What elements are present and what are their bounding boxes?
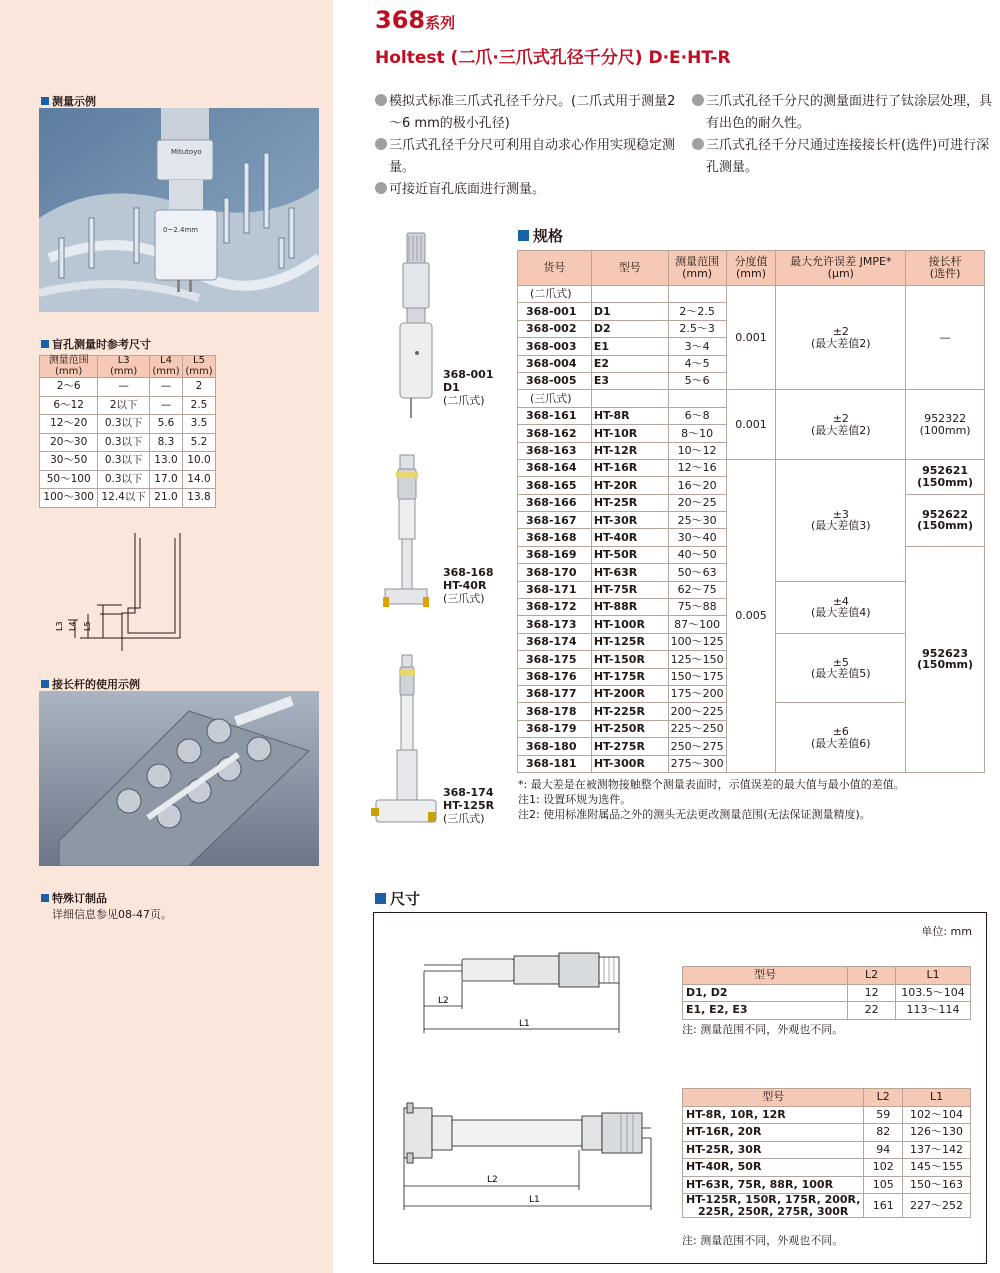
spec-note: 注2: 使用标准附属品之外的测头无法更改测量范围(无法保证测量精度)。 [518, 808, 871, 821]
table-cell: 368-176 [518, 668, 592, 685]
page-subtitle: Holtest (二爪·三爪式孔径千分尺) D·E·HT-R [375, 48, 731, 68]
table-row [683, 1194, 971, 1218]
bullet-dot-icon [375, 182, 387, 194]
table-cell: 13.0 [149, 452, 182, 471]
blind-col-header: L4 (mm) [149, 356, 182, 378]
table-cell: HT-63R [591, 564, 668, 581]
table-cell: 368-161 [518, 407, 592, 424]
bullet-square-icon [518, 230, 529, 241]
table-cell: HT-250R [591, 720, 668, 737]
l2-label-2: L2 [487, 1175, 498, 1185]
spec-col-header: 最大允许误差 JMPE* (μm) [776, 251, 906, 286]
table-cell: ±4 (最大差值4) [776, 581, 906, 633]
table-cell: 368-166 [518, 494, 592, 511]
table-cell: ±2 (最大差值2) [776, 286, 906, 390]
table-cell: 368-162 [518, 425, 592, 442]
table-cell: 0.3以下 [98, 433, 150, 452]
bullet-square-icon [41, 97, 49, 105]
table-cell: E3 [591, 372, 668, 389]
blind-col-header: 测量范围 (mm) [40, 356, 98, 378]
spec-col-header: 分度值 (mm) [726, 251, 776, 286]
product-image-368-001 [395, 228, 440, 423]
table-cell: D2 [591, 320, 668, 337]
table-cell: HT-16R, 20R [683, 1124, 864, 1142]
table-cell: 8～10 [668, 425, 726, 442]
feature-bullet: 三爪式孔径千分尺通过连接接长杆(选件)可进行深孔测量。 [692, 135, 992, 179]
product-label-368-168: 368-168 HT-40R (三爪式) [443, 566, 494, 605]
table-cell: 161 [864, 1194, 903, 1218]
table-cell: 10～12 [668, 442, 726, 459]
table-cell: 368-179 [518, 720, 592, 737]
feature-bullet: 可接近盲孔底面进行测量。 [375, 179, 680, 201]
table-cell: 3.5 [182, 415, 215, 434]
table-row [40, 433, 216, 452]
table-cell: — [149, 378, 182, 397]
bullet-square-icon [41, 680, 49, 688]
table-cell: ±6 (最大差值6) [776, 703, 906, 773]
table-cell: 2～6 [40, 378, 98, 397]
table-cell: D1, D2 [683, 984, 848, 1002]
l1-label-2: L1 [529, 1195, 540, 1205]
table-cell: HT-30R [591, 512, 668, 529]
spec-heading: 规格 [518, 225, 563, 246]
table-cell: 87～100 [668, 616, 726, 633]
table-cell: 0.001 [726, 390, 776, 460]
table-cell: 137～142 [903, 1141, 971, 1159]
table-cell: 368-005 [518, 372, 592, 389]
table-cell: HT-20R [591, 477, 668, 494]
measurement-example-heading: 测量示例 [41, 93, 96, 109]
table-cell: HT-88R [591, 599, 668, 616]
page-title [375, 6, 455, 34]
table-cell: HT-25R, 30R [683, 1141, 864, 1159]
bullet-square-icon [375, 893, 386, 904]
blind-hole-heading: 盲孔测量时参考尺寸 [41, 336, 151, 352]
table-cell: 368-165 [518, 477, 592, 494]
table-row [40, 378, 216, 397]
extension-example-heading: 接长杆的使用示例 [41, 676, 140, 692]
table-cell: 952623 (150mm) [906, 546, 985, 772]
table-cell: 50～63 [668, 564, 726, 581]
blind-col-header: L5 (mm) [182, 356, 215, 378]
table-cell: 50～100 [40, 470, 98, 489]
table-cell: 0.3以下 [98, 470, 150, 489]
table-cell: 368-004 [518, 355, 592, 372]
bullet-dot-icon [692, 94, 704, 106]
table-cell: HT-10R [591, 425, 668, 442]
table-row [683, 1141, 971, 1159]
feature-bullet: 三爪式孔径千分尺的测量面进行了钛涂层处理，具有出色的耐久性。 [692, 91, 992, 135]
product-label-368-174: 368-174 HT-125R (三爪式) [443, 786, 495, 825]
table-cell: 59 [864, 1106, 903, 1124]
extension-example-photo [39, 691, 319, 866]
table-cell: 368-177 [518, 685, 592, 702]
table-cell: 225～250 [668, 720, 726, 737]
l4-label: L4 [68, 621, 77, 631]
table-cell: 250～275 [668, 738, 726, 755]
spec-note: 注1: 设置环规为选件。 [518, 793, 632, 806]
table-cell: 2.5 [182, 396, 215, 415]
table-cell: 82 [864, 1124, 903, 1142]
table-cell: 0.3以下 [98, 452, 150, 471]
table-cell: 12 [848, 984, 896, 1002]
group-row [518, 286, 985, 303]
table-cell: E1, E2, E3 [683, 1002, 848, 1020]
table-cell: 2以下 [98, 396, 150, 415]
table-cell: HT-8R, 10R, 12R [683, 1106, 864, 1124]
spec-header-row [518, 251, 985, 286]
table-row [518, 459, 985, 476]
table-cell: 145～155 [903, 1159, 971, 1177]
group-row [518, 390, 985, 407]
table-cell: 368-001 [518, 303, 592, 320]
table-cell: 150～163 [903, 1176, 971, 1194]
table-cell: HT-25R [591, 494, 668, 511]
blind-hole-diagram [40, 533, 220, 653]
table-cell: 12.4以下 [98, 489, 150, 508]
spec-col-header: 接长杆 (选件) [906, 251, 985, 286]
spec-table [517, 250, 985, 773]
table-cell: 21.0 [149, 489, 182, 508]
table-cell: 368-163 [518, 442, 592, 459]
table-cell: 16～20 [668, 477, 726, 494]
table-cell: 368-173 [518, 616, 592, 633]
table-cell: 30～50 [40, 452, 98, 471]
table-cell: — [906, 286, 985, 390]
series-suffix: 系列 [425, 14, 456, 32]
table-cell: 368-180 [518, 738, 592, 755]
table-cell: 100～125 [668, 633, 726, 650]
table-cell: HT-225R [591, 703, 668, 720]
table-cell: ±3 (最大差值3) [776, 459, 906, 581]
dimension-drawing-d-e [414, 951, 639, 1036]
table-cell: 17.0 [149, 470, 182, 489]
bullet-square-icon [41, 894, 49, 902]
table-cell: HT-200R [591, 685, 668, 702]
table-cell: 14.0 [182, 470, 215, 489]
special-order-text: 详细信息参见08-47页。 [52, 908, 172, 921]
table-cell: 5～6 [668, 372, 726, 389]
blind-col-header: L3 (mm) [98, 356, 150, 378]
table-cell: ±5 (最大差值5) [776, 633, 906, 703]
table-cell: HT-50R [591, 546, 668, 563]
table-row [683, 1002, 971, 1020]
product-image-368-174 [368, 652, 440, 837]
table-cell: 126～130 [903, 1124, 971, 1142]
table-cell: 125～150 [668, 651, 726, 668]
spec-col-header: 测量范围 (mm) [668, 251, 726, 286]
table-row [40, 470, 216, 489]
dim-table-2-header [683, 1089, 971, 1107]
table-cell: 0.001 [726, 286, 776, 390]
unit-label: 单位: mm [921, 925, 972, 938]
blind-hole-table [39, 355, 216, 508]
dimension-table-d-e [682, 966, 971, 1020]
dim-col-header: L2 [864, 1089, 903, 1107]
dim-note-2: 注: 测量范围不同，外观也不同。 [682, 1234, 844, 1247]
table-cell: 2.5～3 [668, 320, 726, 337]
dim-note-1: 注: 测量范围不同，外观也不同。 [682, 1023, 844, 1036]
table-cell [591, 390, 668, 407]
table-cell: HT-40R, 50R [683, 1159, 864, 1177]
table-cell: 25～30 [668, 512, 726, 529]
table-row [683, 1176, 971, 1194]
table-cell: 368-181 [518, 755, 592, 772]
table-row [40, 489, 216, 508]
feature-bullet: 模拟式标准三爪式孔径千分尺。(二爪式用于测量2～6 mm的极小孔径) [375, 91, 680, 135]
table-row [683, 1106, 971, 1124]
table-cell: E1 [591, 338, 668, 355]
spec-notes [518, 777, 905, 822]
table-cell: 12～16 [668, 459, 726, 476]
table-cell [668, 286, 726, 303]
table-cell: HT-40R [591, 529, 668, 546]
table-cell: 5.2 [182, 433, 215, 452]
table-cell: 368-164 [518, 459, 592, 476]
bullet-dot-icon [692, 138, 704, 150]
dimension-table-ht [682, 1088, 971, 1218]
spec-col-header: 型号 [591, 251, 668, 286]
table-cell: 22 [848, 1002, 896, 1020]
bullet-square-icon [41, 340, 49, 348]
feature-bullets-right [692, 91, 992, 179]
table-cell [668, 390, 726, 407]
table-cell: 150～175 [668, 668, 726, 685]
table-cell: HT-12R [591, 442, 668, 459]
table-cell: 20～25 [668, 494, 726, 511]
table-cell: 368-167 [518, 512, 592, 529]
table-cell: 5.6 [149, 415, 182, 434]
table-cell: 102～104 [903, 1106, 971, 1124]
table-cell: 3～4 [668, 338, 726, 355]
table-cell: HT-300R [591, 755, 668, 772]
dimensions-heading: 尺寸 [375, 888, 420, 909]
table-row [40, 415, 216, 434]
measurement-example-photo [39, 108, 319, 312]
special-order-heading: 特殊订制品 [41, 890, 107, 906]
table-cell: HT-175R [591, 668, 668, 685]
table-row [40, 396, 216, 415]
l1-label-1: L1 [519, 1019, 530, 1029]
table-cell: 40～50 [668, 546, 726, 563]
table-cell: 368-171 [518, 581, 592, 598]
table-row [683, 1159, 971, 1177]
dim-col-header: 型号 [683, 1089, 864, 1107]
table-cell: 368-169 [518, 546, 592, 563]
table-row [683, 1124, 971, 1142]
table-cell: 10.0 [182, 452, 215, 471]
table-cell: 2～2.5 [668, 303, 726, 320]
table-cell: HT-150R [591, 651, 668, 668]
table-cell: 200～225 [668, 703, 726, 720]
table-cell: 0.005 [726, 459, 776, 772]
table-cell: 102 [864, 1159, 903, 1177]
l2-label-1: L2 [438, 996, 449, 1006]
table-row [40, 452, 216, 471]
l5-label: L5 [83, 621, 92, 631]
table-cell [591, 286, 668, 303]
blind-table-header-row [40, 356, 216, 378]
table-cell: 952621 (150mm) [906, 459, 985, 494]
dim-table-1-header [683, 967, 971, 985]
table-cell: HT-8R [591, 407, 668, 424]
table-cell: 368-175 [518, 651, 592, 668]
spec-col-header: 货号 [518, 251, 592, 286]
table-cell: 2 [182, 378, 215, 397]
table-cell: HT-275R [591, 738, 668, 755]
product-label-368-001: 368-001 D1 (二爪式) [443, 368, 494, 407]
table-cell: 12～20 [40, 415, 98, 434]
table-cell: 227～252 [903, 1194, 971, 1218]
table-cell: 62～75 [668, 581, 726, 598]
table-cell: 94 [864, 1141, 903, 1159]
table-cell: 6～12 [40, 396, 98, 415]
table-cell: HT-63R, 75R, 88R, 100R [683, 1176, 864, 1194]
table-cell: 275～300 [668, 755, 726, 772]
table-cell: 368-170 [518, 564, 592, 581]
table-cell: ±2 (最大差值2) [776, 390, 906, 460]
table-cell: HT-100R [591, 616, 668, 633]
table-cell: HT-125R [591, 633, 668, 650]
table-cell: 30～40 [668, 529, 726, 546]
series-number: 368 [375, 6, 426, 34]
table-cell: 8.3 [149, 433, 182, 452]
table-cell: 113～114 [896, 1002, 971, 1020]
table-cell: 952322 (100mm) [906, 390, 985, 460]
table-cell: (二爪式) [518, 286, 592, 303]
dim-col-header: L1 [896, 967, 971, 985]
table-cell: 4～5 [668, 355, 726, 372]
table-cell: HT-16R [591, 459, 668, 476]
table-cell: — [149, 396, 182, 415]
dimensions-box [373, 912, 987, 1264]
product-image-368-168 [380, 452, 432, 612]
table-cell: 368-172 [518, 599, 592, 616]
table-cell: HT-125R, 150R, 175R, 200R, 225R, 250R, 275R, 300R [683, 1194, 864, 1218]
l3-label: L3 [55, 621, 64, 631]
photo-range-text: 0~2.4mm [163, 226, 199, 234]
dim-col-header: L2 [848, 967, 896, 985]
table-row [683, 984, 971, 1002]
table-cell: 368-174 [518, 633, 592, 650]
table-cell: 368-178 [518, 703, 592, 720]
table-cell: 13.8 [182, 489, 215, 508]
table-cell: 100～300 [40, 489, 98, 508]
feature-bullets-left [375, 91, 680, 201]
table-cell: 368-168 [518, 529, 592, 546]
table-cell: (三爪式) [518, 390, 592, 407]
bullet-dot-icon [375, 138, 387, 150]
table-cell: 0.3以下 [98, 415, 150, 434]
table-cell: D1 [591, 303, 668, 320]
table-cell: 952622 (150mm) [906, 494, 985, 546]
table-cell: — [98, 378, 150, 397]
feature-bullet: 三爪式孔径千分尺可利用自动求心作用实现稳定测量。 [375, 135, 680, 179]
bullet-dot-icon [375, 94, 387, 106]
table-cell: 368-003 [518, 338, 592, 355]
table-cell: HT-75R [591, 581, 668, 598]
table-cell: 175～200 [668, 685, 726, 702]
table-cell: 20～30 [40, 433, 98, 452]
brand-text: Mitutoyo [171, 148, 202, 156]
table-cell: E2 [591, 355, 668, 372]
table-cell: 105 [864, 1176, 903, 1194]
table-cell: 75～88 [668, 599, 726, 616]
dimension-drawing-ht [399, 1098, 659, 1213]
dim-col-header: 型号 [683, 967, 848, 985]
table-cell: 103.5～104 [896, 984, 971, 1002]
dim-col-header: L1 [903, 1089, 971, 1107]
spec-note: *: 最大差是在被测物接触整个测量表面时，示值误差的最大值与最小值的差值。 [518, 778, 905, 791]
table-cell: 368-002 [518, 320, 592, 337]
table-cell: 6～8 [668, 407, 726, 424]
